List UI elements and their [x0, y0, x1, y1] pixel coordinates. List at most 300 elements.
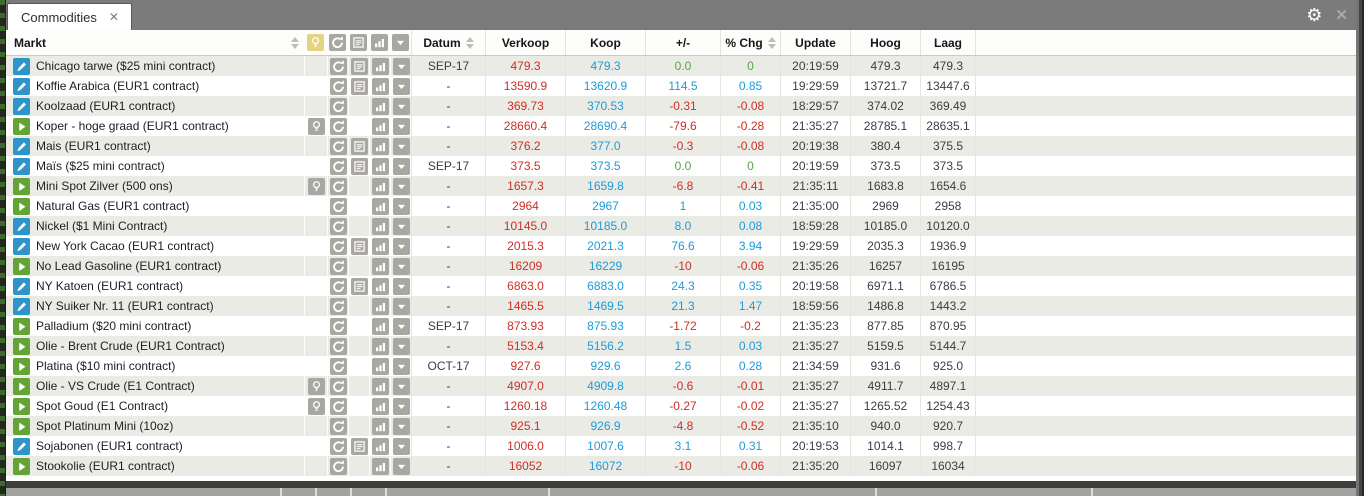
koop-cell[interactable]: 5156.2: [565, 336, 645, 356]
refresh-cell[interactable]: [327, 56, 348, 76]
dropdown-cell[interactable]: [390, 56, 411, 76]
koop-cell[interactable]: 373.5: [565, 156, 645, 176]
verkoop-cell[interactable]: 2015.3: [485, 236, 565, 256]
market-type-icon[interactable]: [13, 418, 30, 435]
market-type-icon[interactable]: [13, 158, 30, 175]
news-cell[interactable]: [348, 136, 369, 156]
refresh-icon[interactable]: [330, 158, 347, 175]
column-header-datum[interactable]: Datum: [411, 30, 485, 55]
refresh-icon[interactable]: [330, 258, 347, 275]
market-name: Nickel ($1 Mini Contract): [36, 219, 168, 233]
koop-cell[interactable]: 6883.0: [565, 276, 645, 296]
market-type-icon[interactable]: [13, 278, 30, 295]
table-row[interactable]: [6, 436, 1356, 456]
column-header-koop[interactable]: Koop: [565, 30, 645, 55]
koop-cell[interactable]: 926.9: [565, 416, 645, 436]
news-icon[interactable]: [351, 238, 368, 255]
verkoop-cell[interactable]: 925.1: [485, 416, 565, 436]
column-header-hoog[interactable]: Hoog: [850, 30, 920, 55]
alert-cell[interactable]: [304, 176, 327, 196]
dropdown-cell[interactable]: [390, 96, 411, 116]
dropdown-cell[interactable]: [390, 276, 411, 296]
news-icon[interactable]: [350, 34, 367, 51]
chevron-down-icon[interactable]: [393, 78, 410, 95]
koop-cell[interactable]: 1260.48: [565, 396, 645, 416]
news-cell[interactable]: [348, 96, 369, 116]
chevron-down-icon[interactable]: [393, 118, 410, 135]
chart-icon[interactable]: [372, 338, 389, 355]
news-cell[interactable]: [348, 76, 369, 96]
chevron-down-icon[interactable]: [393, 218, 410, 235]
refresh-cell[interactable]: [327, 416, 348, 436]
news-cell[interactable]: [348, 176, 369, 196]
settings-gear-icon[interactable]: ⚙: [1306, 5, 1323, 25]
refresh-icon[interactable]: [329, 34, 346, 51]
chart-cell[interactable]: [369, 356, 390, 376]
refresh-cell[interactable]: [327, 276, 348, 296]
market-type-icon[interactable]: [13, 458, 30, 475]
refresh-cell[interactable]: [327, 376, 348, 396]
market-type-icon[interactable]: [13, 98, 30, 115]
datum-cell: -: [411, 196, 485, 216]
refresh-icon[interactable]: [330, 198, 347, 215]
refresh-icon[interactable]: [330, 78, 347, 95]
koop-cell[interactable]: 1469.5: [565, 296, 645, 316]
row-filler: [975, 416, 1356, 436]
news-icon[interactable]: [351, 158, 368, 175]
chevron-down-icon[interactable]: [393, 298, 410, 315]
dropdown-cell[interactable]: [390, 156, 411, 176]
verkoop-cell[interactable]: 1006.0: [485, 436, 565, 456]
chart-cell[interactable]: [369, 136, 390, 156]
chart-cell[interactable]: [369, 376, 390, 396]
koop-cell[interactable]: 875.93: [565, 316, 645, 336]
chart-cell[interactable]: [369, 76, 390, 96]
chevron-down-icon[interactable]: [393, 318, 410, 335]
refresh-icon[interactable]: [330, 138, 347, 155]
koop-cell[interactable]: 16072: [565, 456, 645, 476]
table-row[interactable]: [6, 456, 1356, 476]
news-icon[interactable]: [351, 438, 368, 455]
refresh-cell[interactable]: [327, 236, 348, 256]
alert-cell[interactable]: [304, 96, 327, 116]
news-cell[interactable]: [348, 376, 369, 396]
market-type-icon[interactable]: [13, 78, 30, 95]
dropdown-cell[interactable]: [390, 336, 411, 356]
refresh-cell[interactable]: [327, 316, 348, 336]
table-row[interactable]: [6, 216, 1356, 236]
market-type-icon[interactable]: [13, 338, 30, 355]
chart-cell[interactable]: [369, 316, 390, 336]
chevron-down-icon[interactable]: [393, 278, 410, 295]
alert-cell[interactable]: [304, 296, 327, 316]
alert-cell[interactable]: [304, 136, 327, 156]
verkoop-cell[interactable]: 1260.18: [485, 396, 565, 416]
chevron-down-icon[interactable]: [393, 458, 410, 475]
koop-cell[interactable]: 13620.9: [565, 76, 645, 96]
chevron-down-icon[interactable]: [393, 58, 410, 75]
news-cell[interactable]: [348, 216, 369, 236]
chart-cell[interactable]: [369, 276, 390, 296]
dropdown-cell[interactable]: [390, 396, 411, 416]
chevron-down-icon[interactable]: [393, 178, 410, 195]
chevron-down-icon[interactable]: [393, 258, 410, 275]
alert-cell[interactable]: [304, 436, 327, 456]
refresh-icon[interactable]: [330, 278, 347, 295]
laag-cell: 920.7: [920, 416, 975, 436]
chevron-down-icon[interactable]: [393, 438, 410, 455]
news-cell[interactable]: [348, 116, 369, 136]
chart-icon[interactable]: [372, 278, 389, 295]
table-row[interactable]: [6, 296, 1356, 316]
lightbulb-icon[interactable]: [308, 118, 325, 135]
column-header-chart[interactable]: [369, 30, 390, 55]
koop-cell[interactable]: 1659.8: [565, 176, 645, 196]
chart-cell[interactable]: [369, 396, 390, 416]
koop-cell[interactable]: 28690.4: [565, 116, 645, 136]
market-type-icon[interactable]: [13, 398, 30, 415]
chart-icon[interactable]: [372, 418, 389, 435]
column-header-alerts[interactable]: [304, 30, 327, 55]
chevron-down-icon[interactable]: [393, 398, 410, 415]
table-row[interactable]: [6, 96, 1356, 116]
koop-cell[interactable]: 16229: [565, 256, 645, 276]
verkoop-cell[interactable]: 479.3: [485, 56, 565, 76]
column-header-filler: [975, 30, 1356, 55]
dropdown-cell[interactable]: [390, 456, 411, 476]
market-type-icon[interactable]: [13, 298, 30, 315]
chart-cell[interactable]: [369, 216, 390, 236]
verkoop-cell[interactable]: 16209: [485, 256, 565, 276]
market-type-icon[interactable]: [13, 438, 30, 455]
refresh-cell[interactable]: [327, 96, 348, 116]
table-row[interactable]: [6, 416, 1356, 436]
dropdown-cell[interactable]: [390, 176, 411, 196]
verkoop-cell[interactable]: 373.5: [485, 156, 565, 176]
refresh-icon[interactable]: [330, 438, 347, 455]
table-row[interactable]: [6, 56, 1356, 76]
news-icon[interactable]: [351, 78, 368, 95]
verkoop-cell[interactable]: 1465.5: [485, 296, 565, 316]
refresh-cell[interactable]: [327, 396, 348, 416]
pct-change-cell: 0.08: [720, 216, 780, 236]
chart-icon[interactable]: [372, 378, 389, 395]
alert-cell[interactable]: [304, 396, 327, 416]
refresh-cell[interactable]: [327, 76, 348, 96]
chart-icon[interactable]: [372, 358, 389, 375]
table-row[interactable]: [6, 276, 1356, 296]
column-header-dropdown[interactable]: [390, 30, 411, 55]
chart-icon[interactable]: [372, 398, 389, 415]
koop-cell[interactable]: 2021.3: [565, 236, 645, 256]
chart-cell[interactable]: [369, 196, 390, 216]
chart-icon[interactable]: [372, 138, 389, 155]
chart-cell[interactable]: [369, 296, 390, 316]
chart-icon[interactable]: [372, 218, 389, 235]
news-cell[interactable]: [348, 336, 369, 356]
alert-cell[interactable]: [304, 196, 327, 216]
alert-cell[interactable]: [304, 316, 327, 336]
tab-close-icon[interactable]: ✕: [108, 10, 119, 24]
refresh-icon[interactable]: [330, 338, 347, 355]
chart-cell[interactable]: [369, 256, 390, 276]
chevron-down-icon[interactable]: [393, 338, 410, 355]
market-type-icon[interactable]: [13, 258, 30, 275]
news-icon[interactable]: [351, 278, 368, 295]
news-cell[interactable]: [348, 256, 369, 276]
dropdown-cell[interactable]: [390, 136, 411, 156]
refresh-cell[interactable]: [327, 156, 348, 176]
alert-cell[interactable]: [304, 376, 327, 396]
refresh-icon[interactable]: [330, 118, 347, 135]
verkoop-cell[interactable]: 6863.0: [485, 276, 565, 296]
refresh-icon[interactable]: [330, 378, 347, 395]
change-cell: 21.3: [645, 296, 720, 316]
news-icon[interactable]: [351, 58, 368, 75]
table-row[interactable]: [6, 336, 1356, 356]
market-type-icon[interactable]: [13, 378, 30, 395]
dropdown-cell[interactable]: [390, 116, 411, 136]
dropdown-cell[interactable]: [390, 416, 411, 436]
market-type-icon[interactable]: [13, 358, 30, 375]
refresh-icon[interactable]: [330, 318, 347, 335]
chart-cell[interactable]: [369, 416, 390, 436]
alert-cell[interactable]: [304, 356, 327, 376]
verkoop-cell[interactable]: 16052: [485, 456, 565, 476]
market-type-icon[interactable]: [13, 198, 30, 215]
refresh-cell[interactable]: [327, 356, 348, 376]
chevron-down-icon[interactable]: [393, 418, 410, 435]
alert-cell[interactable]: [304, 456, 327, 476]
koop-cell[interactable]: 4909.8: [565, 376, 645, 396]
alert-cell[interactable]: [304, 76, 327, 96]
refresh-cell[interactable]: [327, 436, 348, 456]
verkoop-cell[interactable]: 2964: [485, 196, 565, 216]
tab-commodities[interactable]: [7, 3, 132, 30]
news-cell[interactable]: [348, 296, 369, 316]
lightbulb-icon[interactable]: [308, 398, 325, 415]
refresh-cell[interactable]: [327, 256, 348, 276]
chart-icon[interactable]: [372, 78, 389, 95]
chevron-down-icon[interactable]: [392, 34, 409, 51]
news-cell[interactable]: [348, 396, 369, 416]
dropdown-cell[interactable]: [390, 296, 411, 316]
alert-cell[interactable]: [304, 276, 327, 296]
chart-icon[interactable]: [372, 238, 389, 255]
pct-change-cell: 0: [720, 156, 780, 176]
news-cell[interactable]: [348, 456, 369, 476]
table-row[interactable]: [6, 316, 1356, 336]
chart-icon[interactable]: [372, 198, 389, 215]
table-row[interactable]: [6, 196, 1356, 216]
news-cell[interactable]: [348, 416, 369, 436]
chart-icon[interactable]: [372, 178, 389, 195]
window-close-icon[interactable]: ✕: [1335, 6, 1348, 24]
verkoop-cell[interactable]: 376.2: [485, 136, 565, 156]
chevron-down-icon[interactable]: [393, 358, 410, 375]
news-cell[interactable]: [348, 316, 369, 336]
news-cell[interactable]: [348, 436, 369, 456]
alert-cell[interactable]: [304, 256, 327, 276]
news-cell[interactable]: [348, 56, 369, 76]
table-row[interactable]: [6, 136, 1356, 156]
update-cell: 21:35:26: [780, 256, 850, 276]
refresh-icon[interactable]: [330, 358, 347, 375]
dropdown-cell[interactable]: [390, 356, 411, 376]
update-cell: 21:35:27: [780, 116, 850, 136]
verkoop-cell[interactable]: 5153.4: [485, 336, 565, 356]
chart-icon[interactable]: [372, 458, 389, 475]
refresh-cell[interactable]: [327, 336, 348, 356]
dropdown-cell[interactable]: [390, 236, 411, 256]
table-row[interactable]: [6, 156, 1356, 176]
column-header-verkoop[interactable]: Verkoop: [485, 30, 565, 55]
refresh-icon[interactable]: [330, 238, 347, 255]
refresh-icon[interactable]: [330, 58, 347, 75]
chevron-down-icon[interactable]: [393, 378, 410, 395]
market-type-icon[interactable]: [13, 238, 30, 255]
verkoop-cell[interactable]: 927.6: [485, 356, 565, 376]
news-cell[interactable]: [348, 356, 369, 376]
koop-cell[interactable]: 377.0: [565, 136, 645, 156]
column-header-laag[interactable]: Laag: [920, 30, 975, 55]
chart-cell[interactable]: [369, 336, 390, 356]
table-row[interactable]: [6, 356, 1356, 376]
update-cell: 20:19:53: [780, 436, 850, 456]
verkoop-cell[interactable]: 4907.0: [485, 376, 565, 396]
chart-cell[interactable]: [369, 116, 390, 136]
chart-cell[interactable]: [369, 436, 390, 456]
column-header-markt[interactable]: Markt: [6, 30, 304, 55]
dropdown-cell[interactable]: [390, 316, 411, 336]
chart-icon[interactable]: [372, 98, 389, 115]
dropdown-cell[interactable]: [390, 376, 411, 396]
alert-cell[interactable]: [304, 236, 327, 256]
chart-cell[interactable]: [369, 176, 390, 196]
verkoop-cell[interactable]: 1657.3: [485, 176, 565, 196]
koop-cell[interactable]: 479.3: [565, 56, 645, 76]
chevron-down-icon[interactable]: [393, 158, 410, 175]
table-row[interactable]: [6, 176, 1356, 196]
lightbulb-icon[interactable]: [308, 178, 325, 195]
column-header-refresh[interactable]: [327, 30, 348, 55]
verkoop-cell[interactable]: 873.93: [485, 316, 565, 336]
koop-cell[interactable]: 929.6: [565, 356, 645, 376]
verkoop-cell[interactable]: 13590.9: [485, 76, 565, 96]
chart-cell[interactable]: [369, 456, 390, 476]
chart-cell[interactable]: [369, 96, 390, 116]
chart-icon[interactable]: [372, 318, 389, 335]
koop-cell[interactable]: 2967: [565, 196, 645, 216]
refresh-cell[interactable]: [327, 136, 348, 156]
refresh-cell[interactable]: [327, 176, 348, 196]
refresh-icon[interactable]: [330, 298, 347, 315]
news-cell[interactable]: [348, 196, 369, 216]
dropdown-cell[interactable]: [390, 436, 411, 456]
market-type-icon[interactable]: [13, 118, 30, 135]
table-row[interactable]: [6, 376, 1356, 396]
chevron-down-icon[interactable]: [393, 138, 410, 155]
news-cell[interactable]: [348, 156, 369, 176]
alert-cell[interactable]: [304, 156, 327, 176]
koop-cell[interactable]: 10185.0: [565, 216, 645, 236]
chart-cell[interactable]: [369, 56, 390, 76]
chart-icon[interactable]: [372, 298, 389, 315]
market-type-icon[interactable]: [13, 318, 30, 335]
refresh-cell[interactable]: [327, 196, 348, 216]
news-cell[interactable]: [348, 276, 369, 296]
market-type-icon[interactable]: [13, 178, 30, 195]
change-cell: -10: [645, 256, 720, 276]
chart-icon[interactable]: [372, 58, 389, 75]
lightbulb-icon[interactable]: [308, 378, 325, 395]
refresh-icon[interactable]: [330, 98, 347, 115]
column-header-change[interactable]: +/-: [645, 30, 720, 55]
refresh-cell[interactable]: [327, 456, 348, 476]
chevron-down-icon[interactable]: [393, 238, 410, 255]
chart-cell[interactable]: [369, 156, 390, 176]
chart-icon[interactable]: [372, 118, 389, 135]
koop-cell[interactable]: 370.53: [565, 96, 645, 116]
table-row[interactable]: [6, 116, 1356, 136]
dropdown-cell[interactable]: [390, 76, 411, 96]
refresh-cell[interactable]: [327, 116, 348, 136]
dropdown-cell[interactable]: [390, 256, 411, 276]
market-type-icon[interactable]: [13, 138, 30, 155]
alert-cell[interactable]: [304, 116, 327, 136]
market-type-icon[interactable]: [13, 58, 30, 75]
laag-cell: 28635.1: [920, 116, 975, 136]
verkoop-cell[interactable]: 369.73: [485, 96, 565, 116]
dropdown-cell[interactable]: [390, 196, 411, 216]
refresh-cell[interactable]: [327, 296, 348, 316]
chart-cell[interactable]: [369, 236, 390, 256]
column-header-pct-chg[interactable]: % Chg: [720, 30, 780, 55]
table-row[interactable]: [6, 76, 1356, 96]
table-row[interactable]: [6, 236, 1356, 256]
chevron-down-icon[interactable]: [393, 98, 410, 115]
chevron-down-icon[interactable]: [393, 198, 410, 215]
chart-icon[interactable]: [372, 438, 389, 455]
column-header-news[interactable]: [348, 30, 369, 55]
pct-change-cell: 0.03: [720, 196, 780, 216]
chart-icon[interactable]: [372, 158, 389, 175]
chart-icon[interactable]: [372, 258, 389, 275]
table-row[interactable]: [6, 256, 1356, 276]
alert-cell[interactable]: [304, 216, 327, 236]
refresh-icon[interactable]: [330, 418, 347, 435]
news-icon[interactable]: [351, 138, 368, 155]
table-row[interactable]: [6, 396, 1356, 416]
alert-cell[interactable]: [304, 56, 327, 76]
verkoop-cell[interactable]: 10145.0: [485, 216, 565, 236]
refresh-icon[interactable]: [330, 218, 347, 235]
refresh-icon[interactable]: [330, 398, 347, 415]
alert-cell[interactable]: [304, 416, 327, 436]
refresh-icon[interactable]: [330, 458, 347, 475]
column-header-update[interactable]: Update: [780, 30, 850, 55]
refresh-icon[interactable]: [330, 178, 347, 195]
news-cell[interactable]: [348, 236, 369, 256]
refresh-cell[interactable]: [327, 216, 348, 236]
koop-cell[interactable]: 1007.6: [565, 436, 645, 456]
chart-icon[interactable]: [371, 34, 388, 51]
alert-cell[interactable]: [304, 336, 327, 356]
lightbulb-icon[interactable]: [307, 34, 324, 51]
dropdown-cell[interactable]: [390, 216, 411, 236]
verkoop-cell[interactable]: 28660.4: [485, 116, 565, 136]
market-type-icon[interactable]: [13, 218, 30, 235]
